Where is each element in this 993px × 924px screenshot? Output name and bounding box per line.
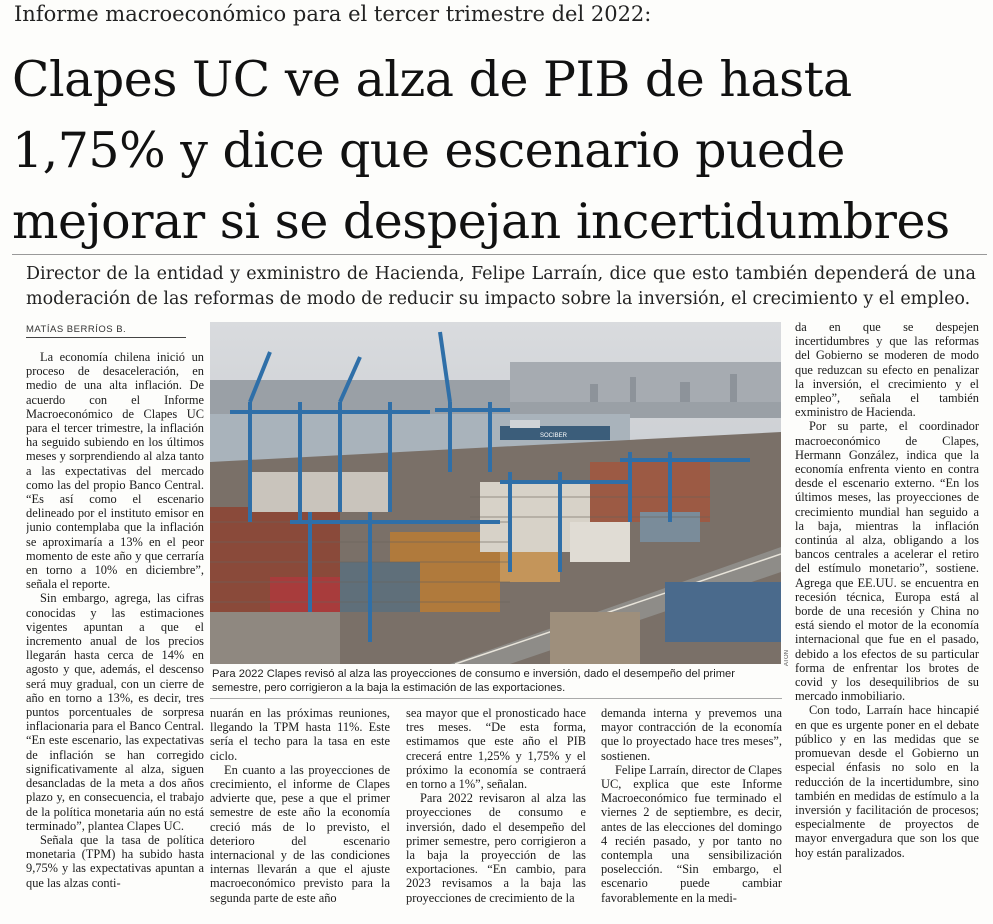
column-5 — [795, 320, 979, 920]
kicker: Informe macroeconómico para el tercer trimestre del 2022: — [14, 2, 652, 26]
paragraph: Señala que la tasa de política monetaria (TPM) ha subido hasta 9,75% y las expectativas apuntan a que las alzas conti- — [26, 832, 204, 890]
port-photo-image — [210, 322, 781, 664]
column-2 — [210, 706, 390, 920]
paragraph: La economía chilena inició un proceso de desaceleración, en medio de una alta inflación. De acuerdo con el Informe Macroeconómico de Clapes UC para el tercer trimestre, la inflación ha seguido subiendo en los últimos meses y sorprendiendo al alza tanto a las expectativas del mercado como las del propio Banco Central. “Es así como el escenario delineado por el instituto emisor en junio contemplaba que la inflación se aproximaría a 13% en el peor momento de este año y que cerraría en torno a 10% en diciembre”, señala el reporte. — [26, 350, 204, 592]
photo-credit: ATON — [784, 650, 790, 667]
paragraph: En cuanto a las proyecciones de crecimiento, el informe de Clapes advierte que, pese a que el primer semestre de este año la economía creció más de lo previsto, el deterioro del escenario internacional y de las condiciones internas llevarán a que el ajuste macroeconómico previsto para la segunda parte de este año — [210, 762, 390, 905]
byline-rule — [26, 337, 186, 338]
byline: MATÍAS BERRÍOS B. — [26, 324, 127, 335]
paragraph: Sin embargo, agrega, las cifras conocidas y las estimaciones vigentes apuntan a que el incremento anual de los precios llegarán hasta cerca de 14% en agosto y que, además, el descenso será muy gradual, con un cierre de año en torno a 13%, es decir, tres puntos porcentuales de sorpresa inflacionaria para el Banco Central. “En este escenario, las expectativas de inflación se han corregido significativamente al alza, siguen desancladas de la meta a dos años plazo y, en consecuencia, el trabajo de la política monetaria aún no está terminado”, plantea Clapes UC. — [26, 591, 204, 833]
port-photo — [210, 322, 781, 664]
ship-name: SOCIBER — [540, 433, 568, 439]
caption-rule — [210, 698, 782, 699]
paragraph: Con todo, Larraín hace hincapié en que es urgente poner en el debate público y en las medidas que se promuevan desde el Gobierno un especial énfasis no solo en la reducción de la incertidumbre, sino también en medidas de estímulo a la inversión y facilitación de procesos; especialmente de proyectos de mayor envergadura que son los que hoy están paralizados. — [795, 703, 979, 860]
paragraph: sea mayor que el pronosticado hace tres meses. “De esta forma, estimamos que este año el PIB crecerá entre 1,25% y 1,75% y el próximo la economía se contraerá en torno a 1%”, señalan. — [406, 706, 586, 792]
paragraph: demanda interna y prevemos una mayor contracción de la economía que lo proyectado hace tres meses”, sostienen. — [601, 706, 782, 763]
column-1 — [26, 350, 204, 920]
photo-caption: Para 2022 Clapes revisó al alza las proyecciones de consumo e inversión, dado el desempeño del primer semestre, pero corrigieron a la baja la estimación de las exportaciones. — [212, 668, 735, 694]
paragraph: Para 2022 revisaron al alza las proyecciones de consumo e inversión, dado el desempeño del primer semestre, pero corrigieron a la baja la proyección de las exportaciones. “En cambio, para 2023 revisamos a la baja las proyecciones de crecimiento de la — [406, 791, 586, 905]
paragraph: Por su parte, el coordinador macroeconómico de Clapes, Hermann González, indica que la economía enfrenta viento en contra desde el escenario externo. “En los últimos meses, las proyecciones de crecimiento mundial han seguido a la baja, mientras la inflación continúa al alza, obligando a los bancos centrales a acelerar el retiro del estímulo monetario”, sostiene. Agrega que EE.UU. se encuentra en recesión técnica, Europa está al borde de una recesión y China no está siendo el motor de la economía internacional que fue en el pasado, debido a los efectos de su particular forma de enfrentar los brotes de covid y los desequilibrios de su mercado inmobiliario. — [795, 419, 979, 704]
deck: Director de la entidad y exministro de Hacienda, Felipe Larraín, dice que esto también dependerá de una moderación de las reformas de modo de reducir su impacto sobre la inversión, el crecimiento y el empleo. — [26, 264, 976, 309]
column-3 — [406, 706, 586, 920]
headline: Clapes UC ve alza de PIB de hasta 1,75% y dice que escenario puede mejorar si se despejan incertidumbres — [12, 51, 950, 250]
paragraph: nuarán en las próximas reuniones, llegando la TPM hasta 11%. Este sería el techo para la tasa en este ciclo. — [210, 706, 390, 763]
column-4 — [601, 706, 782, 920]
paragraph: Felipe Larraín, director de Clapes UC, explica que este Informe Macroeconómico fue terminado el viernes 2 de septiembre, es decir, antes de las elecciones del domingo 4 recién pasado, y por tanto no contempla una sensibilización poselección. “Sin embargo, el escenario puede cambiar favorablemente en la medi- — [601, 762, 782, 905]
paragraph: da en que se despejen incertidumbres y que las reformas del Gobierno se moderen de modo que reduzcan su efecto en penalizar la inversión, el crecimiento y el empleo”, señala el también exministro de Hacienda. — [795, 320, 979, 420]
divider — [12, 254, 987, 255]
